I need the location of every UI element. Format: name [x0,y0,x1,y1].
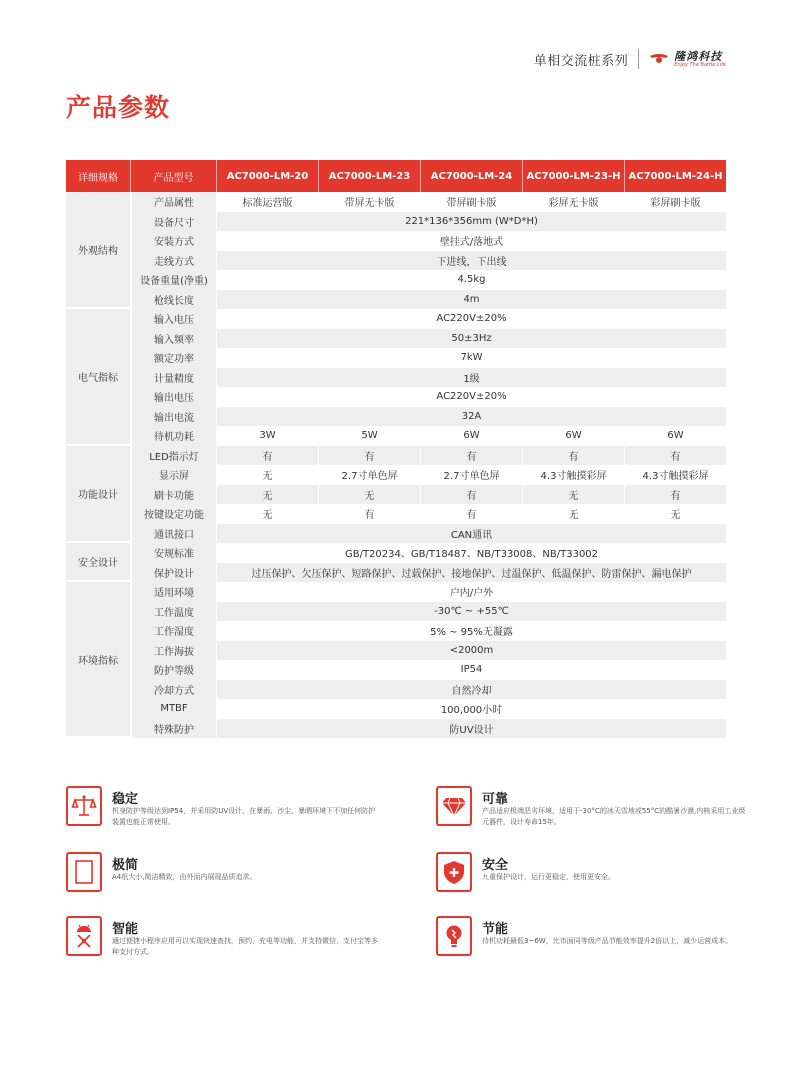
spec-value-cell: 无 [318,485,420,505]
spec-item-label: 显示屏 [130,465,216,485]
table-row [66,309,726,329]
table-row [66,270,726,290]
spec-value-cell: 有 [624,485,726,505]
feature-title: 极简 [112,858,139,873]
spec-group-label: 功能设计 [66,446,130,544]
gem-icon [436,786,472,826]
spec-value-cell: -30℃ ~ +55℃ [216,602,726,622]
feature-title: 可靠 [482,792,509,807]
spec-item-label: 防护等级 [130,660,216,680]
table-row [66,621,726,641]
page-header [534,48,726,70]
header-model: AC7000-LM-23-H [522,160,624,192]
spec-value-cell: 无 [216,485,318,505]
spec-item-label: 安装方式 [130,231,216,251]
spec-value-cell: 标准运营版 [216,192,318,212]
spec-value-cell: 2.7寸单色屏 [420,465,522,485]
brand-name: 隆鸿科技 [674,49,723,63]
table-row [66,485,726,505]
spec-value-cell: 带屏刷卡版 [420,192,522,212]
spec-value-cell: 5% ~ 95%无凝露 [216,621,726,641]
header-divider [638,49,639,69]
spec-item-label: 输出电流 [130,407,216,427]
spec-item-label: 计量精度 [130,368,216,388]
table-row [66,212,726,232]
feature-title: 智能 [112,922,139,937]
spec-value-cell: GB/T20234、GB/T18487、NB/T33008、NB/T33002 [216,543,726,563]
header-model: AC7000-LM-23 [318,160,420,192]
table-row [66,699,726,719]
table-row [66,407,726,427]
header-item: 产品型号 [130,160,216,192]
table-row [66,641,726,661]
table-row [66,680,726,700]
bulb-icon [436,916,472,956]
spec-value-cell: 1级 [216,368,726,388]
spec-value-cell: 彩屏刷卡版 [624,192,726,212]
spec-value-cell: 自然冷却 [216,680,726,700]
feature-item [66,852,376,896]
spec-item-label: 按键设定功能 [130,504,216,524]
spec-value-cell: 有 [420,485,522,505]
table-row [66,290,726,310]
table-row [66,602,726,622]
spec-group-label: 环境指标 [66,582,130,738]
spec-value-cell: 带屏无卡版 [318,192,420,212]
spec-value-cell: AC220V±20% [216,309,726,329]
feature-item [436,852,746,896]
spec-value-cell: <2000m [216,641,726,661]
spec-value-cell: 7kW [216,348,726,368]
page-title: 产品参数 [66,93,171,122]
table-row [66,368,726,388]
header-model: AC7000-LM-24-H [624,160,726,192]
spec-value-cell: 4m [216,290,726,310]
spec-value-cell: 无 [216,504,318,524]
table-row [66,524,726,544]
spec-value-cell: 100,000小时 [216,699,726,719]
table-row [66,543,726,563]
spec-value-cell: 无 [522,485,624,505]
spec-value-cell: 50±3Hz [216,329,726,349]
spec-value-cell: 彩屏无卡版 [522,192,624,212]
brand-slogan: Enjoy The Battle Life [674,61,726,68]
feature-title: 节能 [482,922,509,937]
spec-value-cell: 6W [522,426,624,446]
table-header-row [66,160,726,192]
spec-table [66,160,726,738]
spec-item-label: 输入频率 [130,329,216,349]
spec-value-cell: 5W [318,426,420,446]
spec-group-label: 安全设计 [66,543,130,582]
table-row [66,563,726,583]
spec-value-cell: 6W [420,426,522,446]
spec-item-label: 特殊防护 [130,719,216,739]
spec-value-cell: 有 [420,504,522,524]
spec-value-cell: 户内/户外 [216,582,726,602]
spec-value-cell: 有 [624,446,726,466]
table-row [66,660,726,680]
spec-value-cell: CAN通讯 [216,524,726,544]
spec-value-cell: 6W [624,426,726,446]
table-row [66,192,726,212]
spec-value-cell: 无 [522,504,624,524]
spec-item-label: 工作湿度 [130,621,216,641]
shield-icon [436,852,472,892]
table-row [66,446,726,466]
spec-item-label: 输入电压 [130,309,216,329]
header-group: 详细规格 [66,160,130,192]
feature-desc: A4纸大小,简洁精致，由外而内展现品质追求。 [112,873,257,881]
spec-value-cell: 有 [216,446,318,466]
spec-value-cell: 壁挂式/落地式 [216,231,726,251]
spec-value-cell: 无 [216,465,318,485]
spec-value-cell: 3W [216,426,318,446]
feature-desc: 机身防护等级达到IP54，并采用防UV设计，在暴雨、沙尘、暴晒环境下不加任何防护装置也能正常使用。 [112,807,376,826]
table-row [66,504,726,524]
spec-value-cell: 下进线，下出线 [216,251,726,271]
feature-title: 安全 [482,858,509,873]
spec-item-label: MTBF [130,699,216,719]
brand-mark-icon [648,51,670,67]
spec-item-label: 适用环境 [130,582,216,602]
spec-item-label: 枪线长度 [130,290,216,310]
spec-value-cell: 有 [522,446,624,466]
spec-item-label: 设备尺寸 [130,212,216,232]
spec-item-label: 额定功率 [130,348,216,368]
spec-value-cell: 有 [318,446,420,466]
table-row [66,251,726,271]
table-row [66,582,726,602]
header-model: AC7000-LM-24 [420,160,522,192]
spec-item-label: 走线方式 [130,251,216,271]
rectangle-icon [66,852,102,892]
table-row [66,426,726,446]
spec-value-cell: 防UV设计 [216,719,726,739]
feature-desc: 待机功耗最低3~6W，比市面同等级产品节能效率提升2倍以上，减少运营成本。 [482,937,733,945]
table-row [66,719,726,739]
feature-item [66,786,376,830]
spec-item-label: 输出电压 [130,387,216,407]
spec-value-cell: 32A [216,407,726,427]
table-row [66,387,726,407]
spec-item-label: 产品属性 [130,192,216,212]
spec-value-cell: 4.5kg [216,270,726,290]
feature-item [436,786,746,830]
spec-value-cell: 2.7寸单色屏 [318,465,420,485]
spec-value-cell: 4.3寸触摸彩屏 [624,465,726,485]
feature-item [436,916,746,960]
spec-item-label: LED指示灯 [130,446,216,466]
spec-value-cell: 无 [624,504,726,524]
spec-item-label: 刷卡功能 [130,485,216,505]
spec-value-cell: 4.3寸触摸彩屏 [522,465,624,485]
spec-item-label: 设备重量(净重) [130,270,216,290]
table-row [66,329,726,349]
feature-desc: 九重保护设计，运行更稳定，使用更安全。 [482,873,615,881]
feature-item [66,916,376,960]
spec-value-cell: 有 [420,446,522,466]
table-row [66,465,726,485]
spec-value-cell: 221*136*356mm (W*D*H) [216,212,726,232]
spec-value-cell: IP54 [216,660,726,680]
spec-item-label: 冷却方式 [130,680,216,700]
feature-title: 稳定 [112,792,139,807]
spec-value-cell: 有 [318,504,420,524]
header-model: AC7000-LM-20 [216,160,318,192]
spec-group-label: 电气指标 [66,309,130,446]
feature-desc: 通过便捷小程序应用可以实现快速查找，预约，充电等功能，并支持微信，支付宝等多种支付方式。 [112,937,378,956]
spec-value-cell: 过压保护、欠压保护、短路保护、过载保护、接地保护、过温保护、低温保护、防雷保护、漏电保护 [216,563,726,583]
spec-group-label: 外观结构 [66,192,130,309]
spec-item-label: 待机功耗 [130,426,216,446]
spec-item-label: 工作海拔 [130,641,216,661]
spec-item-label: 保护设计 [130,563,216,583]
spec-item-label: 通讯接口 [130,524,216,544]
android-icon [66,916,102,956]
scale-icon [66,786,102,826]
spec-value-cell: AC220V±20% [216,387,726,407]
table-row [66,231,726,251]
series-title: 单相交流桩系列 [533,53,629,69]
spec-item-label: 工作温度 [130,602,216,622]
brand-logo [648,51,726,68]
feature-desc: 产品适应极端恶劣环境，适用于-30°C的冰天雪地或55°C的酷暑沙漠,内核采用工业级元器件，设计寿命15年。 [482,807,746,826]
spec-item-label: 安规标准 [130,543,216,563]
table-row [66,348,726,368]
